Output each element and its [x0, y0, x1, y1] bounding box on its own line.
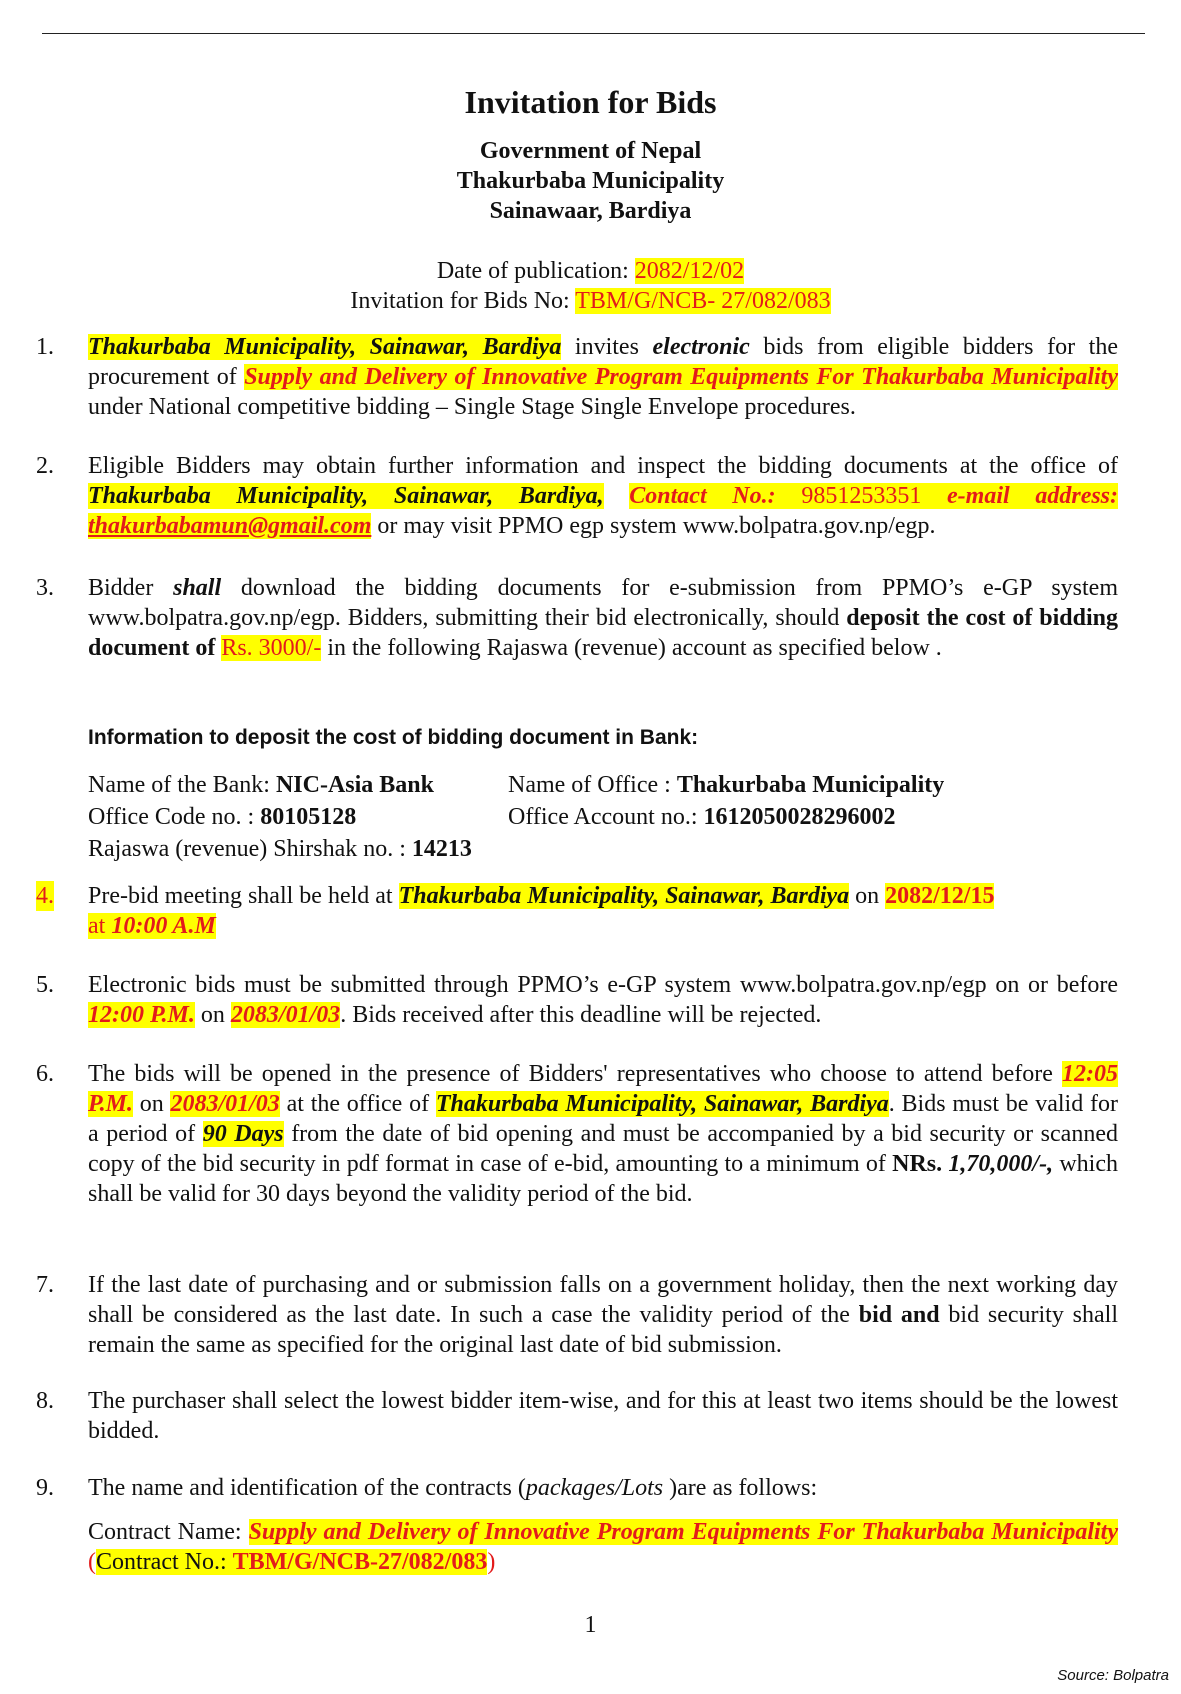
ifb-number-label: Invitation for Bids No: — [350, 288, 576, 314]
office-code-value: 80105128 — [260, 804, 357, 830]
office-account-label: Office Account no.: — [508, 804, 704, 830]
text-run: The name and identification of the contracts ( — [88, 1475, 526, 1501]
bank-row-3 — [88, 834, 472, 864]
clause-number: 9. — [36, 1475, 54, 1501]
text-run: Electronic bids must be submitted through PPMO’s e-GP system www.bolpatra.gov.np/egp on or before — [88, 972, 1118, 998]
email-link[interactable]: thakurbabamun@gmail.com — [88, 513, 372, 539]
email-label: e-mail address: — [947, 483, 1119, 509]
contact-label: Contact No.: — [629, 483, 776, 509]
text-run: on — [132, 1091, 171, 1117]
clause-text — [88, 970, 1118, 1030]
text-run: download the bidding documents for e-submission from PPMO’s e-GP system www.bolpatra.gov.np/egp. Bidders, submitting their bid electronically, should — [88, 575, 1118, 631]
publication-date-line — [0, 256, 1181, 286]
clause-number: 2. — [36, 453, 54, 479]
publication-info — [0, 256, 1181, 316]
ifb-number-line — [0, 286, 1181, 316]
text-run: . Bids received after this deadline will be rejected. — [340, 1002, 822, 1028]
text-run: under National competitive bidding – Single Stage Single Envelope procedures. — [88, 394, 856, 420]
currency-label: NRs. — [892, 1151, 943, 1177]
project-name: Supply and Delivery of Innovative Program Equipments For Thakurbaba Municipality — [244, 364, 1118, 390]
text-run: If the last date of purchasing and or submission falls on a government holiday, then the next working day shall be considered as the last date. In such a case the validity period of the — [88, 1272, 1118, 1328]
office-name-value: Thakurbaba Municipality — [676, 772, 945, 798]
shirshak-value: 14213 — [411, 836, 472, 862]
paren-open: ( — [88, 1549, 96, 1575]
clause-text — [88, 1270, 1118, 1360]
clause-number: 1. — [36, 334, 54, 360]
bid-security-amount: 1,70,000/-, — [948, 1151, 1054, 1177]
contract-name-value: Supply and Delivery of Innovative Program Equipments For Thakurbaba Municipality — [248, 1519, 1118, 1545]
publication-date-label: Date of publication: — [436, 258, 635, 284]
clause-text — [88, 881, 1118, 941]
clause-number: 8. — [36, 1388, 54, 1414]
ifb-number-value: TBM/G/NCB- 27/082/083 — [575, 288, 831, 314]
electronic-emphasis: electronic — [652, 334, 750, 360]
clause-number: 5. — [36, 972, 54, 998]
org-line-municipality: Thakurbaba Municipality — [456, 168, 725, 194]
clause-2 — [36, 451, 1118, 541]
clause-7 — [36, 1270, 1118, 1360]
org-line-government: Government of Nepal — [479, 138, 702, 164]
at-label: at — [88, 913, 112, 939]
source-credit: Source: Bolpatra — [1057, 1667, 1169, 1684]
text-run: invites — [561, 334, 653, 360]
office-account-value: 1612050028296002 — [703, 804, 896, 830]
clause-text — [88, 332, 1118, 422]
shall-emphasis: shall — [173, 575, 222, 601]
contract-number-label: Contract No.: — [96, 1549, 233, 1575]
publication-date-value: 2082/12/02 — [634, 258, 745, 284]
entity-name: Thakurbaba Municipality, Sainawar, Bardiya, — [88, 483, 604, 509]
clause-6 — [36, 1059, 1118, 1209]
text-run: Pre-bid meeting shall be held at — [88, 883, 399, 909]
prebid-time: 10:00 A.M — [111, 913, 216, 939]
text-run: at the office of — [279, 1091, 436, 1117]
entity-name: Thakurbaba Municipality, Sainawar, Bardiya — [398, 883, 850, 909]
entity-name: Thakurbaba Municipality, Sainawar, Bardiya — [88, 334, 562, 360]
contact-number: 9851253351 — [775, 483, 948, 509]
text-run: Bidder — [88, 575, 174, 601]
text-run: . Bids must be valid for a period of — [88, 1091, 1118, 1147]
text-run: )are as follows: — [663, 1475, 818, 1501]
clause-text — [88, 1059, 1118, 1209]
text-run: on — [194, 1002, 231, 1028]
clause-5 — [36, 970, 1118, 1030]
org-line-location: Sainawaar, Bardiya — [489, 198, 692, 224]
text-run: in the following Rajaswa (revenue) account as specified below . — [321, 635, 942, 661]
bank-row-1 — [88, 770, 945, 800]
bank-info-heading: Information to deposit the cost of bidding document in Bank: — [88, 726, 699, 749]
entity-name: Thakurbaba Municipality, Sainawar, Bardiya — [435, 1091, 889, 1117]
bank-name-label: Name of the Bank: — [88, 772, 276, 798]
clause-4 — [36, 881, 1118, 941]
contact-block — [629, 483, 1118, 509]
text-run: bids from eligible bidders for the procurement of — [88, 334, 1118, 390]
text-run: from the date of bid opening and must be accompanied by a bid security or scanned copy of the bid security in pdf format in case of e-bid, amounting to a minimum of — [88, 1121, 1118, 1177]
submission-time: 12:00 P.M. — [88, 1002, 195, 1028]
clause-number: 3. — [36, 575, 54, 601]
clause-number: 4. — [36, 883, 54, 909]
submission-date: 2083/01/03 — [230, 1002, 341, 1028]
opening-date: 2083/01/03 — [170, 1091, 280, 1117]
deposit-emphasis: deposit the cost of bidding document of — [88, 605, 1118, 661]
clause-text — [88, 451, 1118, 541]
bank-name-value: NIC-Asia Bank — [275, 772, 434, 798]
clause-text — [88, 1386, 1118, 1446]
clause-number: 7. — [36, 1272, 54, 1298]
text-run: Eligible Bidders may obtain further information and inspect the bidding documents at the office of — [88, 453, 1118, 479]
bid-and-emphasis: bid and — [858, 1302, 940, 1328]
bank-row-2 — [88, 802, 896, 832]
top-rule — [42, 33, 1145, 34]
validity-days: 90 Days — [202, 1121, 284, 1147]
issuing-organization — [0, 136, 1181, 226]
text-run: or may visit PPMO egp system www.bolpatra.gov.np/egp. — [371, 513, 936, 539]
text-run: The bids will be opened in the presence of Bidders' representatives who choose to attend before — [88, 1061, 1062, 1087]
packages-emphasis: packages/Lots — [525, 1475, 664, 1501]
document-title: Invitation for Bids — [464, 84, 717, 120]
contract-identification — [88, 1517, 1118, 1577]
page-number: 1 — [584, 1612, 597, 1638]
clause-number: 6. — [36, 1061, 54, 1087]
clause-text — [88, 573, 1118, 663]
text-run: The purchaser shall select the lowest bidder item-wise, and for this at least two items should be the lowest bidded. — [88, 1388, 1118, 1444]
contract-number-value: TBM/G/NCB-27/082/083 — [232, 1549, 488, 1575]
clause-8 — [36, 1386, 1118, 1446]
office-code-label: Office Code no. : — [88, 804, 261, 830]
office-name-label: Name of Office : — [508, 772, 677, 798]
clause-1 — [36, 332, 1118, 422]
paren-close: ) — [487, 1549, 496, 1575]
document-cost: Rs. 3000/- — [221, 635, 322, 661]
text-run: on — [849, 883, 886, 909]
office-name — [508, 770, 944, 800]
clause-text — [88, 1473, 1118, 1503]
shirshak-label: Rajaswa (revenue) Shirshak no. : — [88, 836, 412, 862]
text-run: which shall be valid for 30 days beyond the validity period of the bid. — [88, 1151, 1119, 1207]
clause-9 — [36, 1473, 1118, 1577]
text-run: bid security shall remain the same as specified for the original last date of bid submission. — [88, 1302, 1118, 1358]
prebid-date: 2082/12/15 — [885, 883, 995, 909]
office-account — [508, 802, 896, 832]
opening-time: 12:05 P.M. — [88, 1061, 1118, 1117]
clause-3 — [36, 573, 1118, 663]
contract-name-label: Contract Name: — [88, 1519, 249, 1545]
